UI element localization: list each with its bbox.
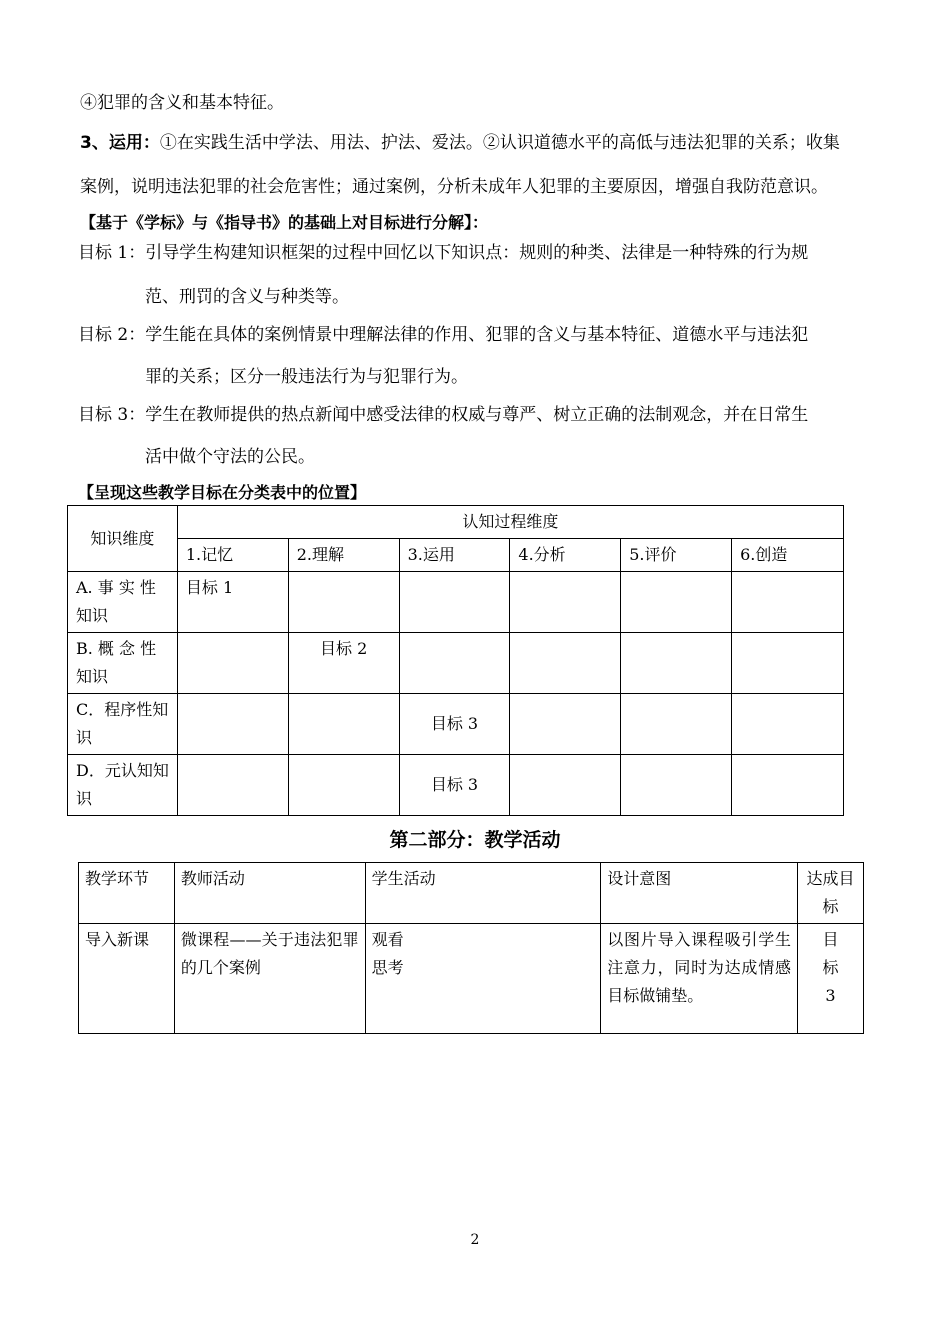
column-header: 2.理解 [288,539,399,572]
table-cell [399,633,510,694]
table-cell [732,694,844,755]
group-header: 认知过程维度 [177,506,843,539]
table-row [68,755,844,816]
table-row [79,924,864,1034]
table-cell: 目标 3 [399,694,510,755]
text-line: 案例，说明违法犯罪的社会危害性；通过案例，分析未成年人犯罪的主要原因，增强自我防范意识。 [80,177,828,197]
section-heading: 【基于《学标》与《指导书》的基础上对目标进行分解】： [80,213,489,232]
student-activity: 思考 [371,958,404,977]
table-cell [399,572,510,633]
table-cell [510,572,621,633]
corner-header: 知识维度 [68,506,178,572]
goal-cell: 目标3 [797,924,863,1034]
text-line: 范、刑罚的含义与种类等。 [145,287,349,307]
column-header: 1.记忆 [177,539,288,572]
table-cell [510,633,621,694]
stage-cell: 导入新课 [79,924,175,1034]
text-line: 目标 3：学生在教师提供的热点新闻中感受法律的权威与尊严、树立正确的法制观念，并在日常生 [78,405,809,425]
table-row [68,694,844,755]
row-label: C．程序性知识 [68,694,178,755]
column-header: 教师活动 [174,863,365,924]
intent-cell: 以图片导入课程吸引学生注意力，同时为达成情感目标做铺垫。 [601,924,798,1034]
table-cell [732,755,844,816]
text-line: 罪的关系；区分一般违法行为与犯罪行为。 [145,367,468,387]
table-cell [177,694,288,755]
text-line [80,128,840,153]
table-cell [732,633,844,694]
table-cell [732,572,844,633]
table-row [68,572,844,633]
table-cell: 目标 1 [177,572,288,633]
text-line: 活中做个守法的公民。 [145,447,315,467]
column-header: 设计意图 [601,863,798,924]
column-header: 6.创造 [732,539,844,572]
table-cell [288,755,399,816]
column-header: 4.分析 [510,539,621,572]
column-header: 5.评价 [621,539,732,572]
table-cell [510,755,621,816]
table-cell [621,572,732,633]
row-label: B. 概 念 性知识 [68,633,178,694]
section-title: 第二部分：教学活动 [389,829,561,851]
table-cell [621,633,732,694]
table-cell [177,755,288,816]
table-row [68,633,844,694]
section-lead: 3、运用： [80,133,160,153]
section-heading: 【呈现这些教学目标在分类表中的位置】 [78,483,367,502]
table-cell: 目标 2 [288,633,399,694]
text-line: 目标 2：学生能在具体的案例情景中理解法律的作用、犯罪的含义与基本特征、道德水平与违法犯 [78,325,809,345]
column-header: 学生活动 [365,863,601,924]
table-cell [288,572,399,633]
page-number: 2 [470,1232,480,1248]
activity-table [78,862,864,1034]
student-activity: 观看 [371,930,404,949]
table-cell [621,755,732,816]
text-span: ①在实践生活中学法、用法、护法、爱法。②认识道德水平的高低与违法犯罪的关系；收集 [159,133,840,153]
table-cell: 目标 3 [399,755,510,816]
table-cell [621,694,732,755]
text-line: ④犯罪的含义和基本特征。 [80,93,284,113]
table-cell [510,694,621,755]
teacher-cell: 微课程——关于违法犯罪的几个案例 [174,924,365,1034]
column-header: 3.运用 [399,539,510,572]
row-label: A. 事 实 性知识 [68,572,178,633]
column-header: 达成目标 [797,863,863,924]
column-header: 教学环节 [79,863,175,924]
student-cell [365,924,601,1034]
row-label: D．元认知知识 [68,755,178,816]
text-line: 目标 1：引导学生构建知识框架的过程中回忆以下知识点：规则的种类、法律是一种特殊的行为规 [78,243,809,263]
table-cell [288,694,399,755]
table-cell [177,633,288,694]
taxonomy-table [67,505,844,816]
